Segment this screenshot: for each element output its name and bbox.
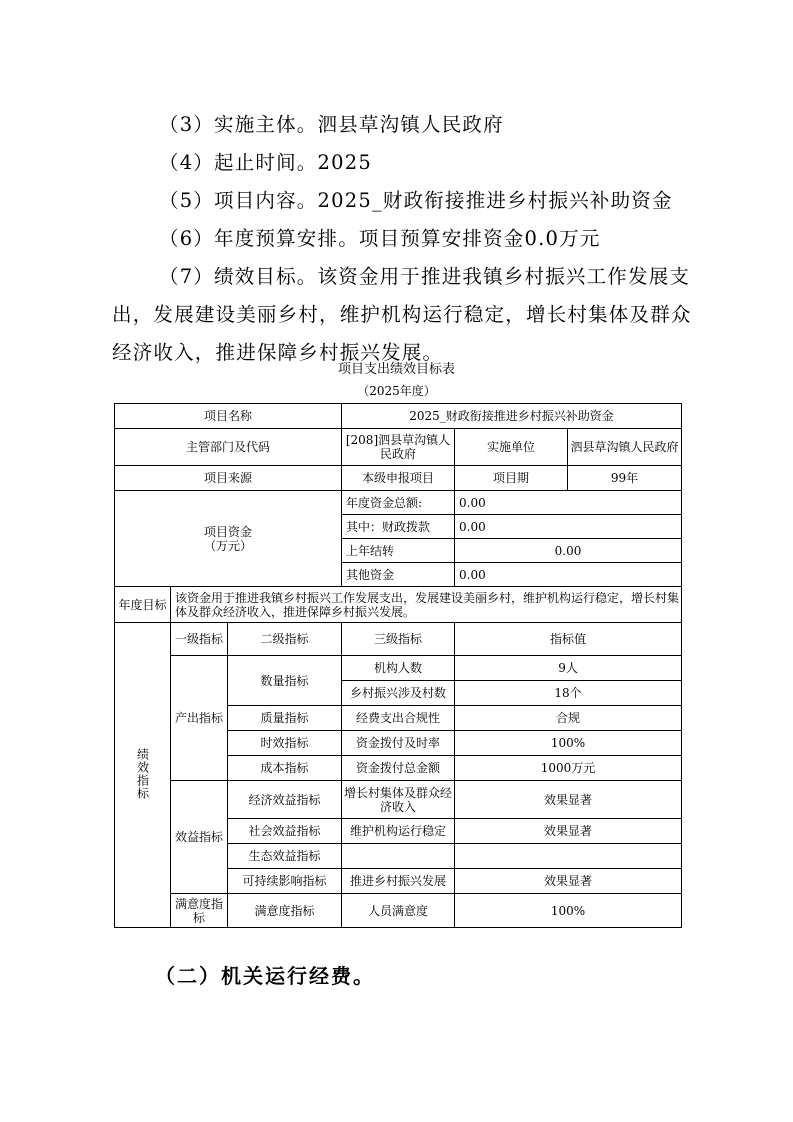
dept-label: 主管部门及代码	[115, 429, 342, 466]
performance-table	[114, 403, 682, 928]
satisfaction-label: 满意度指标	[171, 894, 228, 928]
l2-cell: 成本指标	[228, 756, 342, 781]
paragraph-goal: （7）绩效目标。该资金用于推进我镇乡村振兴工作发展支出，发展建设美丽乡村，维护机构运行稳定，增长村集体及群众经济收入，推进保障乡村振兴发展。	[112, 265, 692, 364]
l2-cell: 满意度指标	[228, 894, 342, 928]
l2-cell: 生态效益指标	[228, 844, 342, 869]
impl-label: 实施单位	[455, 429, 568, 466]
source-label: 项目来源	[115, 466, 342, 491]
l3-cell: 推进乡村振兴发展	[342, 869, 455, 894]
paragraph-implementer: （3）实施主体。泗县草沟镇人民政府	[159, 113, 504, 136]
value-cell: 1000万元	[455, 756, 682, 781]
value-cell: 效果显著	[455, 781, 682, 819]
fund-other-value: 0.00	[455, 563, 682, 587]
value-cell: 9人	[455, 656, 682, 681]
impl-value: 泗县草沟镇人民政府	[568, 429, 682, 466]
col-val-header: 指标值	[455, 623, 682, 656]
dept-value: [208]泗县草沟镇人民政府	[342, 429, 455, 466]
fund-total-label: 年度资金总额:	[342, 491, 455, 515]
project-name-label: 项目名称	[115, 404, 342, 429]
fund-fiscal-value: 0.00	[455, 515, 682, 539]
paragraph-period: （4）起止时间。2025	[159, 151, 372, 174]
l2-cell: 可持续影响指标	[228, 869, 342, 894]
perf-label: 绩效指标	[135, 747, 150, 800]
table-row	[115, 429, 682, 466]
l3-cell: 资金拨付总金额	[342, 756, 455, 781]
value-cell: 18个	[455, 681, 682, 706]
value-cell: 效果显著	[455, 869, 682, 894]
benefit-label: 效益指标	[171, 781, 228, 894]
section-heading: （二）机关运行经费。	[155, 964, 375, 988]
period-value: 99年	[568, 466, 682, 491]
l3-cell: 增长村集体及群众经济收入	[342, 781, 455, 819]
l2-cell: 数量指标	[228, 656, 342, 706]
value-cell: 100%	[455, 894, 682, 928]
table-row	[115, 587, 682, 623]
fund-label: 项目资金	[203, 524, 252, 539]
table-row	[115, 404, 682, 429]
l3-cell: 维护机构运行稳定	[342, 819, 455, 844]
l3-cell: 乡村振兴涉及村数	[342, 681, 455, 706]
table-row	[115, 623, 682, 656]
l2-cell: 经济效益指标	[228, 781, 342, 819]
l3-cell: 资金拨付及时率	[342, 731, 455, 756]
fund-unit: （万元）	[203, 538, 252, 553]
table-row	[115, 466, 682, 491]
l3-cell: 人员满意度	[342, 894, 455, 928]
table-row	[115, 894, 682, 928]
value-cell: 100%	[455, 731, 682, 756]
fund-carry-label: 上年结转	[342, 539, 455, 563]
fund-label-cell	[115, 491, 342, 587]
fund-other-label: 其他资金	[342, 563, 455, 587]
fund-fiscal-label: 其中：财政拨款	[342, 515, 455, 539]
value-cell: 合规	[455, 706, 682, 731]
l2-cell: 时效指标	[228, 731, 342, 756]
l3-cell: 机构人数	[342, 656, 455, 681]
paragraph-budget: （6）年度预算安排。项目预算安排资金0.0万元	[159, 227, 601, 250]
col-l2-header: 二级指标	[228, 623, 342, 656]
l3-cell: 经费支出合规性	[342, 706, 455, 731]
fund-carry-value: 0.00	[455, 539, 682, 563]
goal-label: 年度目标	[115, 587, 171, 623]
table-row	[115, 656, 682, 681]
table-row	[115, 491, 682, 515]
goal-text: 该资金用于推进我镇乡村振兴工作发展支出，发展建设美丽乡村，维护机构运行稳定，增长村集体及群众经济收入，推进保障乡村振兴发展。	[171, 587, 682, 623]
table-row	[115, 781, 682, 819]
output-label: 产出指标	[171, 656, 228, 781]
perf-label-cell	[115, 623, 171, 928]
period-label: 项目期	[455, 466, 568, 491]
source-value: 本级申报项目	[342, 466, 455, 491]
l3-cell	[342, 844, 455, 869]
value-cell	[455, 844, 682, 869]
project-name-value: 2025_财政衔接推进乡村振兴补助资金	[342, 404, 682, 429]
table-title: 项目支出绩效目标表	[337, 362, 455, 377]
col-l1-header: 一级指标	[171, 623, 228, 656]
l2-cell: 社会效益指标	[228, 819, 342, 844]
table-year: （2025年度）	[357, 384, 436, 398]
l2-cell: 质量指标	[228, 706, 342, 731]
fund-total-value: 0.00	[455, 491, 682, 515]
value-cell: 效果显著	[455, 819, 682, 844]
paragraph-content: （5）项目内容。2025_财政衔接推进乡村振兴补助资金	[159, 189, 673, 212]
col-l3-header: 三级指标	[342, 623, 455, 656]
